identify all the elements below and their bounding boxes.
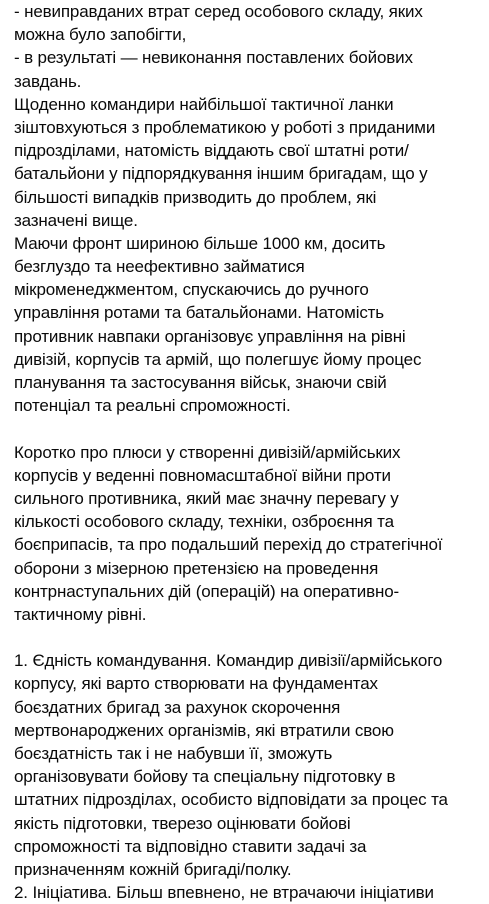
post-text bbox=[14, 0, 484, 904]
text-line: підрозділами, натомість віддають свої штатні роти/ bbox=[14, 141, 409, 161]
text-line: якість підготовки, тверезо оцінювати бойові bbox=[14, 813, 351, 833]
paragraph-spacer bbox=[14, 626, 484, 649]
text-line: боєздатність так і не набувши її, зможуть bbox=[14, 744, 333, 763]
paragraph-result bbox=[14, 46, 484, 92]
text-line: - невиправданих втрат серед особового складу, яких bbox=[14, 2, 423, 21]
text-line: Щоденно командири найбільшої тактичної ланки bbox=[14, 94, 394, 114]
paragraph-summary bbox=[14, 441, 484, 627]
text-line: зазначені вище. bbox=[14, 210, 138, 230]
paragraph-spacer bbox=[14, 417, 484, 440]
text-line: противник навпаки організовує управління на рівні bbox=[14, 326, 406, 346]
text-line: потенціал та реальні спроможності. bbox=[14, 396, 291, 416]
text-line: планування та застосування військ, знаючи свій bbox=[14, 373, 387, 392]
paragraph-commanders bbox=[14, 93, 484, 232]
text-line: сильного противника, який має значну перевагу у bbox=[14, 488, 399, 508]
text-line: мікроменеджментом, спускаючись до ручного bbox=[14, 280, 369, 300]
text-line: завдань. bbox=[14, 71, 82, 91]
text-line: Маючи фронт шириною більше 1000 км, досить bbox=[14, 233, 386, 253]
text-line: контрнаступальних дій (операцій) на оперативно- bbox=[14, 581, 400, 601]
text-line: батальйони у підпорядкування іншим бригадам, що у bbox=[14, 164, 428, 184]
text-line: корпусів у веденні повномасштабної війни проти bbox=[14, 465, 391, 485]
text-line: зіштовхуються з проблематикою у роботі з приданими bbox=[14, 117, 436, 137]
text-line: призначенням кожній бригаді/полку. bbox=[14, 859, 292, 879]
text-line: кількості особового складу, техніки, озброєння та bbox=[14, 512, 394, 532]
text-line: спроможності та відповідно ставити задачі за bbox=[14, 836, 367, 856]
text-line: можна було запобігти, bbox=[14, 25, 187, 45]
text-line: оборони з мізерною претензією на проведення bbox=[14, 558, 379, 578]
paragraph-losses bbox=[14, 0, 484, 46]
text-line: організовувати бойову та спеціальну підготовку в bbox=[14, 767, 396, 787]
text-line: Коротко про плюси у створенні дивізій/армійських bbox=[14, 442, 401, 462]
paragraph-front bbox=[14, 232, 484, 418]
text-line: - в результаті — невиконання поставлених бойових bbox=[14, 48, 413, 68]
text-line: 1. Єдність командування. Командир дивізії/армійського bbox=[14, 651, 443, 671]
text-line: мертвонароджених організмів, які втратили свою bbox=[14, 720, 394, 740]
paragraph-point-1 bbox=[14, 649, 484, 881]
text-line: боєздатних бригад за рахунок скорочення bbox=[14, 697, 341, 717]
text-line: більшості випадків призводить до проблем, які bbox=[14, 187, 377, 207]
text-line: штатних підрозділах, особисто відповідати за процес та bbox=[14, 790, 448, 810]
text-line: дивізій, корпусів та армій, що полегшує йому процес bbox=[14, 349, 422, 369]
text-line: тактичному рівні. bbox=[14, 604, 147, 624]
paragraph-point-2-cutoff: 2. Ініціатива. Більш впевнено, не втрачаючи ініціативи bbox=[14, 883, 434, 903]
text-line: безглуздо та неефективно займатися bbox=[14, 257, 305, 277]
text-line: боєприпасів, та про подальший перехід до стратегічної bbox=[14, 535, 443, 555]
text-line: управління ротами та батальйонами. Натомість bbox=[14, 303, 385, 323]
text-line: корпусу, які варто створювати на фундаментах bbox=[14, 674, 378, 694]
